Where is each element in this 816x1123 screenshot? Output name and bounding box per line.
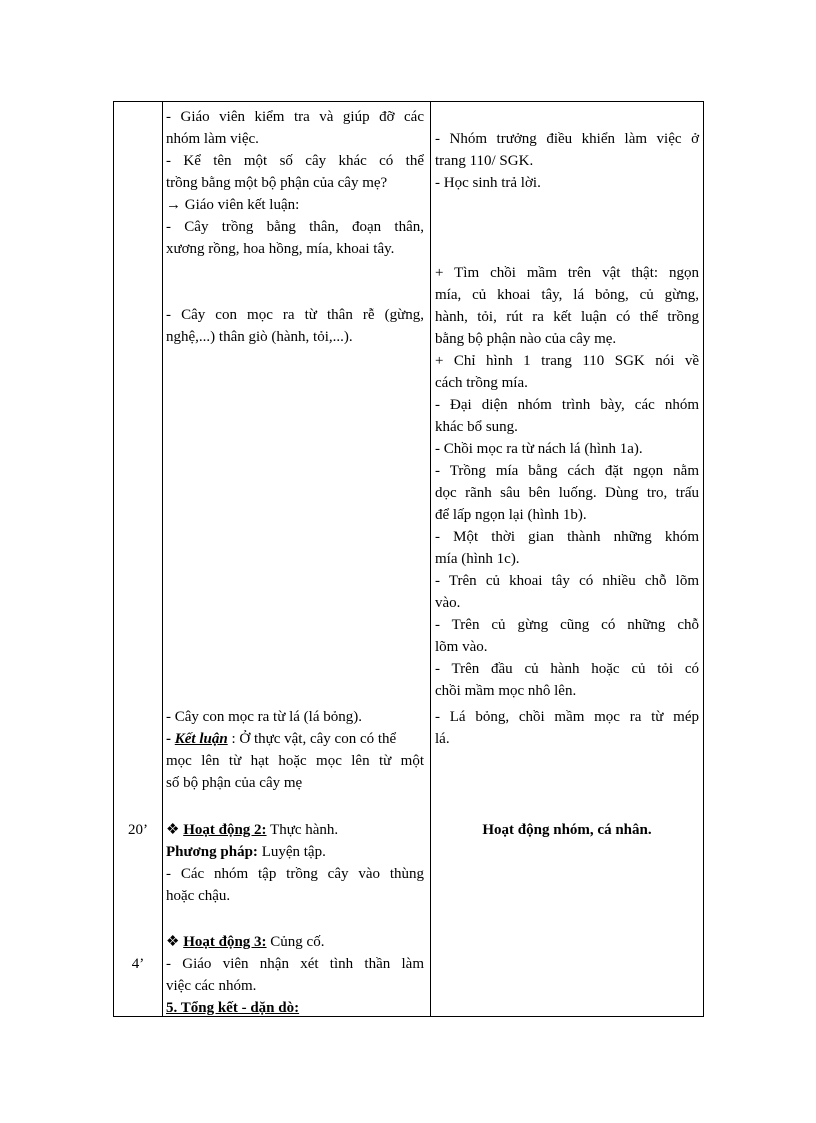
left-line: mọc lên từ hạt hoặc mọc lên từ một [166,753,424,769]
activity-3-label: Hoạt động 3: [183,934,267,950]
left-line: số bộ phận của cây mẹ [166,775,303,791]
diamond-bullet-icon: ❖ [166,822,180,838]
right-line: hành, tỏi, rút ra kết luận có thể trồng [435,309,699,325]
right-line: - Đại diện nhóm trình bày, các nhóm [435,397,699,413]
activity-2-heading [166,819,424,841]
right-line: dọc rãnh sâu bên luống. Dùng tro, trấu [435,485,699,501]
left-line: - Các nhóm tập trồng cây vào thùng [166,866,424,882]
conclusion-line [166,728,424,750]
right-line: lá. [435,731,450,747]
right-line: - Một thời gian thành những khóm [435,529,699,545]
left-line: việc các nhóm. [166,978,257,994]
method-label: Phương pháp: [166,844,258,860]
right-line: trang 110/ SGK. [435,153,534,169]
right-line: cách trồng mía. [435,375,528,391]
left-line: trồng bằng một bộ phận của cây mẹ? [166,175,388,191]
left-line: - Giáo viên nhận xét tình thần làm [166,956,424,972]
right-line: mía, củ khoai tây, lá bỏng, củ gừng, [435,287,699,303]
right-line: - Học sinh trả lời. [435,175,541,191]
right-line: - Lá bỏng, chồi mầm mọc ra từ mép [435,709,699,725]
right-line: - Trên đầu củ hành hoặc củ tỏi có [435,661,699,677]
lesson-table [113,101,704,1017]
activity-2-label: Hoạt động 2: [183,822,267,838]
conclusion-prefix: - [166,731,175,747]
method-text: Luyện tập. [257,844,326,860]
right-line: chồi mầm mọc nhô lên. [435,683,577,699]
activity-2-title: Thực hành. [266,822,339,838]
left-line: - Giáo viên kiểm tra và giúp đỡ các [166,109,424,125]
right-line: lõm vào. [435,639,488,655]
section-5-heading: 5. Tổng kết - dặn dò: [166,1000,300,1016]
column-divider-activities [430,102,431,1016]
right-line: - Trên củ gừng cũng có những chỗ [435,617,699,633]
right-line: + Chỉ hình 1 trang 110 SGK nói về [435,353,699,369]
right-line: vào. [435,595,461,611]
activity-mode-label: Hoạt động nhóm, cá nhân. [482,822,652,838]
right-line: - Chồi mọc ra từ nách lá (hình 1a). [435,441,643,457]
activity-3-title: Củng cố. [266,934,325,950]
left-line: hoặc chậu. [166,888,231,904]
left-line: - Cây con mọc ra từ thân rễ (gừng, [166,307,424,323]
left-line: xương rồng, hoa hồng, mía, khoai tây. [166,241,395,257]
time-hd2: 20’ [128,822,148,838]
left-line: - Cây con mọc ra từ lá (lá bỏng). [166,709,362,725]
right-line: để lấp ngọn lại (hình 1b). [435,507,587,523]
right-line: - Nhóm trưởng điều khiển làm việc ở [435,131,699,147]
activity-3-heading [166,931,424,953]
left-line: → Giáo viên kết luận: [166,197,300,213]
conclusion-text: : Ở thực vật, cây con có thể [227,731,397,747]
right-line: khác bổ sung. [435,419,518,435]
right-line: bằng bộ phận nào của cây mẹ. [435,331,617,347]
right-line: mía (hình 1c). [435,551,520,567]
left-line: nhóm làm việc. [166,131,259,147]
method-line [166,841,424,863]
column-divider-time [162,102,163,1016]
time-hd3: 4’ [131,956,145,972]
right-line: - Trên củ khoai tây có nhiều chỗ lõm [435,573,699,589]
conclusion-label: Kết luận [174,731,228,747]
right-line: - Trồng mía bằng cách đặt ngọn nằm [435,463,699,479]
left-line: nghệ,...) thân giò (hành, tỏi,...). [166,329,353,345]
diamond-bullet-icon: ❖ [166,934,180,950]
left-line: - Kể tên một số cây khác có thể [166,153,424,169]
right-line: + Tìm chồi mầm trên vật thật: ngọn [435,265,699,281]
left-line: - Cây trồng bằng thân, đoạn thân, [166,219,424,235]
